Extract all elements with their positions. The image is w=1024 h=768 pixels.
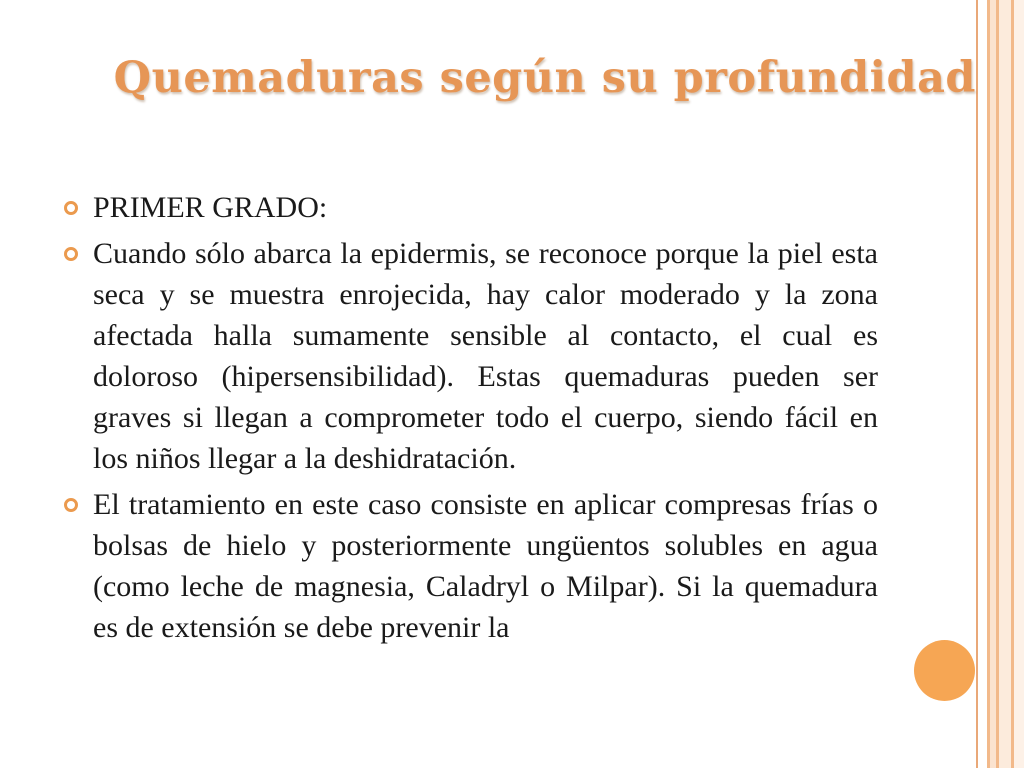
slide-title: Quemaduras según su profundidad: [113, 53, 976, 103]
bullet-list: [60, 187, 878, 653]
hollow-circle-bullet-icon: [64, 498, 78, 512]
bullet-text: El tratamiento en este caso consiste en aplicar compresas frías o bolsas de hielo y posteriormente ungüentos solubles en agua (como leche de magnesia, Caladryl o Milpar). Si la quemadura es de extensión se debe prevenir la: [93, 488, 878, 644]
orange-circle-decoration: [914, 640, 975, 701]
bullet-item: [60, 233, 878, 479]
bullet-text: Cuando sólo abarca la epidermis, se reconoce porque la piel esta seca y se muestra enrojecida, hay calor moderado y la zona afectada halla sumamente sensible al contacto, el cual es doloroso (hipersensibilidad). Estas quemaduras pueden ser graves si llegan a comprometer todo el cuerpo, siendo fácil en los niños llegar a la deshidratación.: [93, 237, 878, 475]
bullet-item: [60, 484, 878, 648]
bullet-item: [60, 187, 878, 228]
decorative-side-stripes: [976, 0, 1024, 768]
hollow-circle-bullet-icon: [64, 247, 78, 261]
hollow-circle-bullet-icon: [64, 201, 78, 215]
bullet-text: PRIMER GRADO:: [93, 191, 328, 224]
